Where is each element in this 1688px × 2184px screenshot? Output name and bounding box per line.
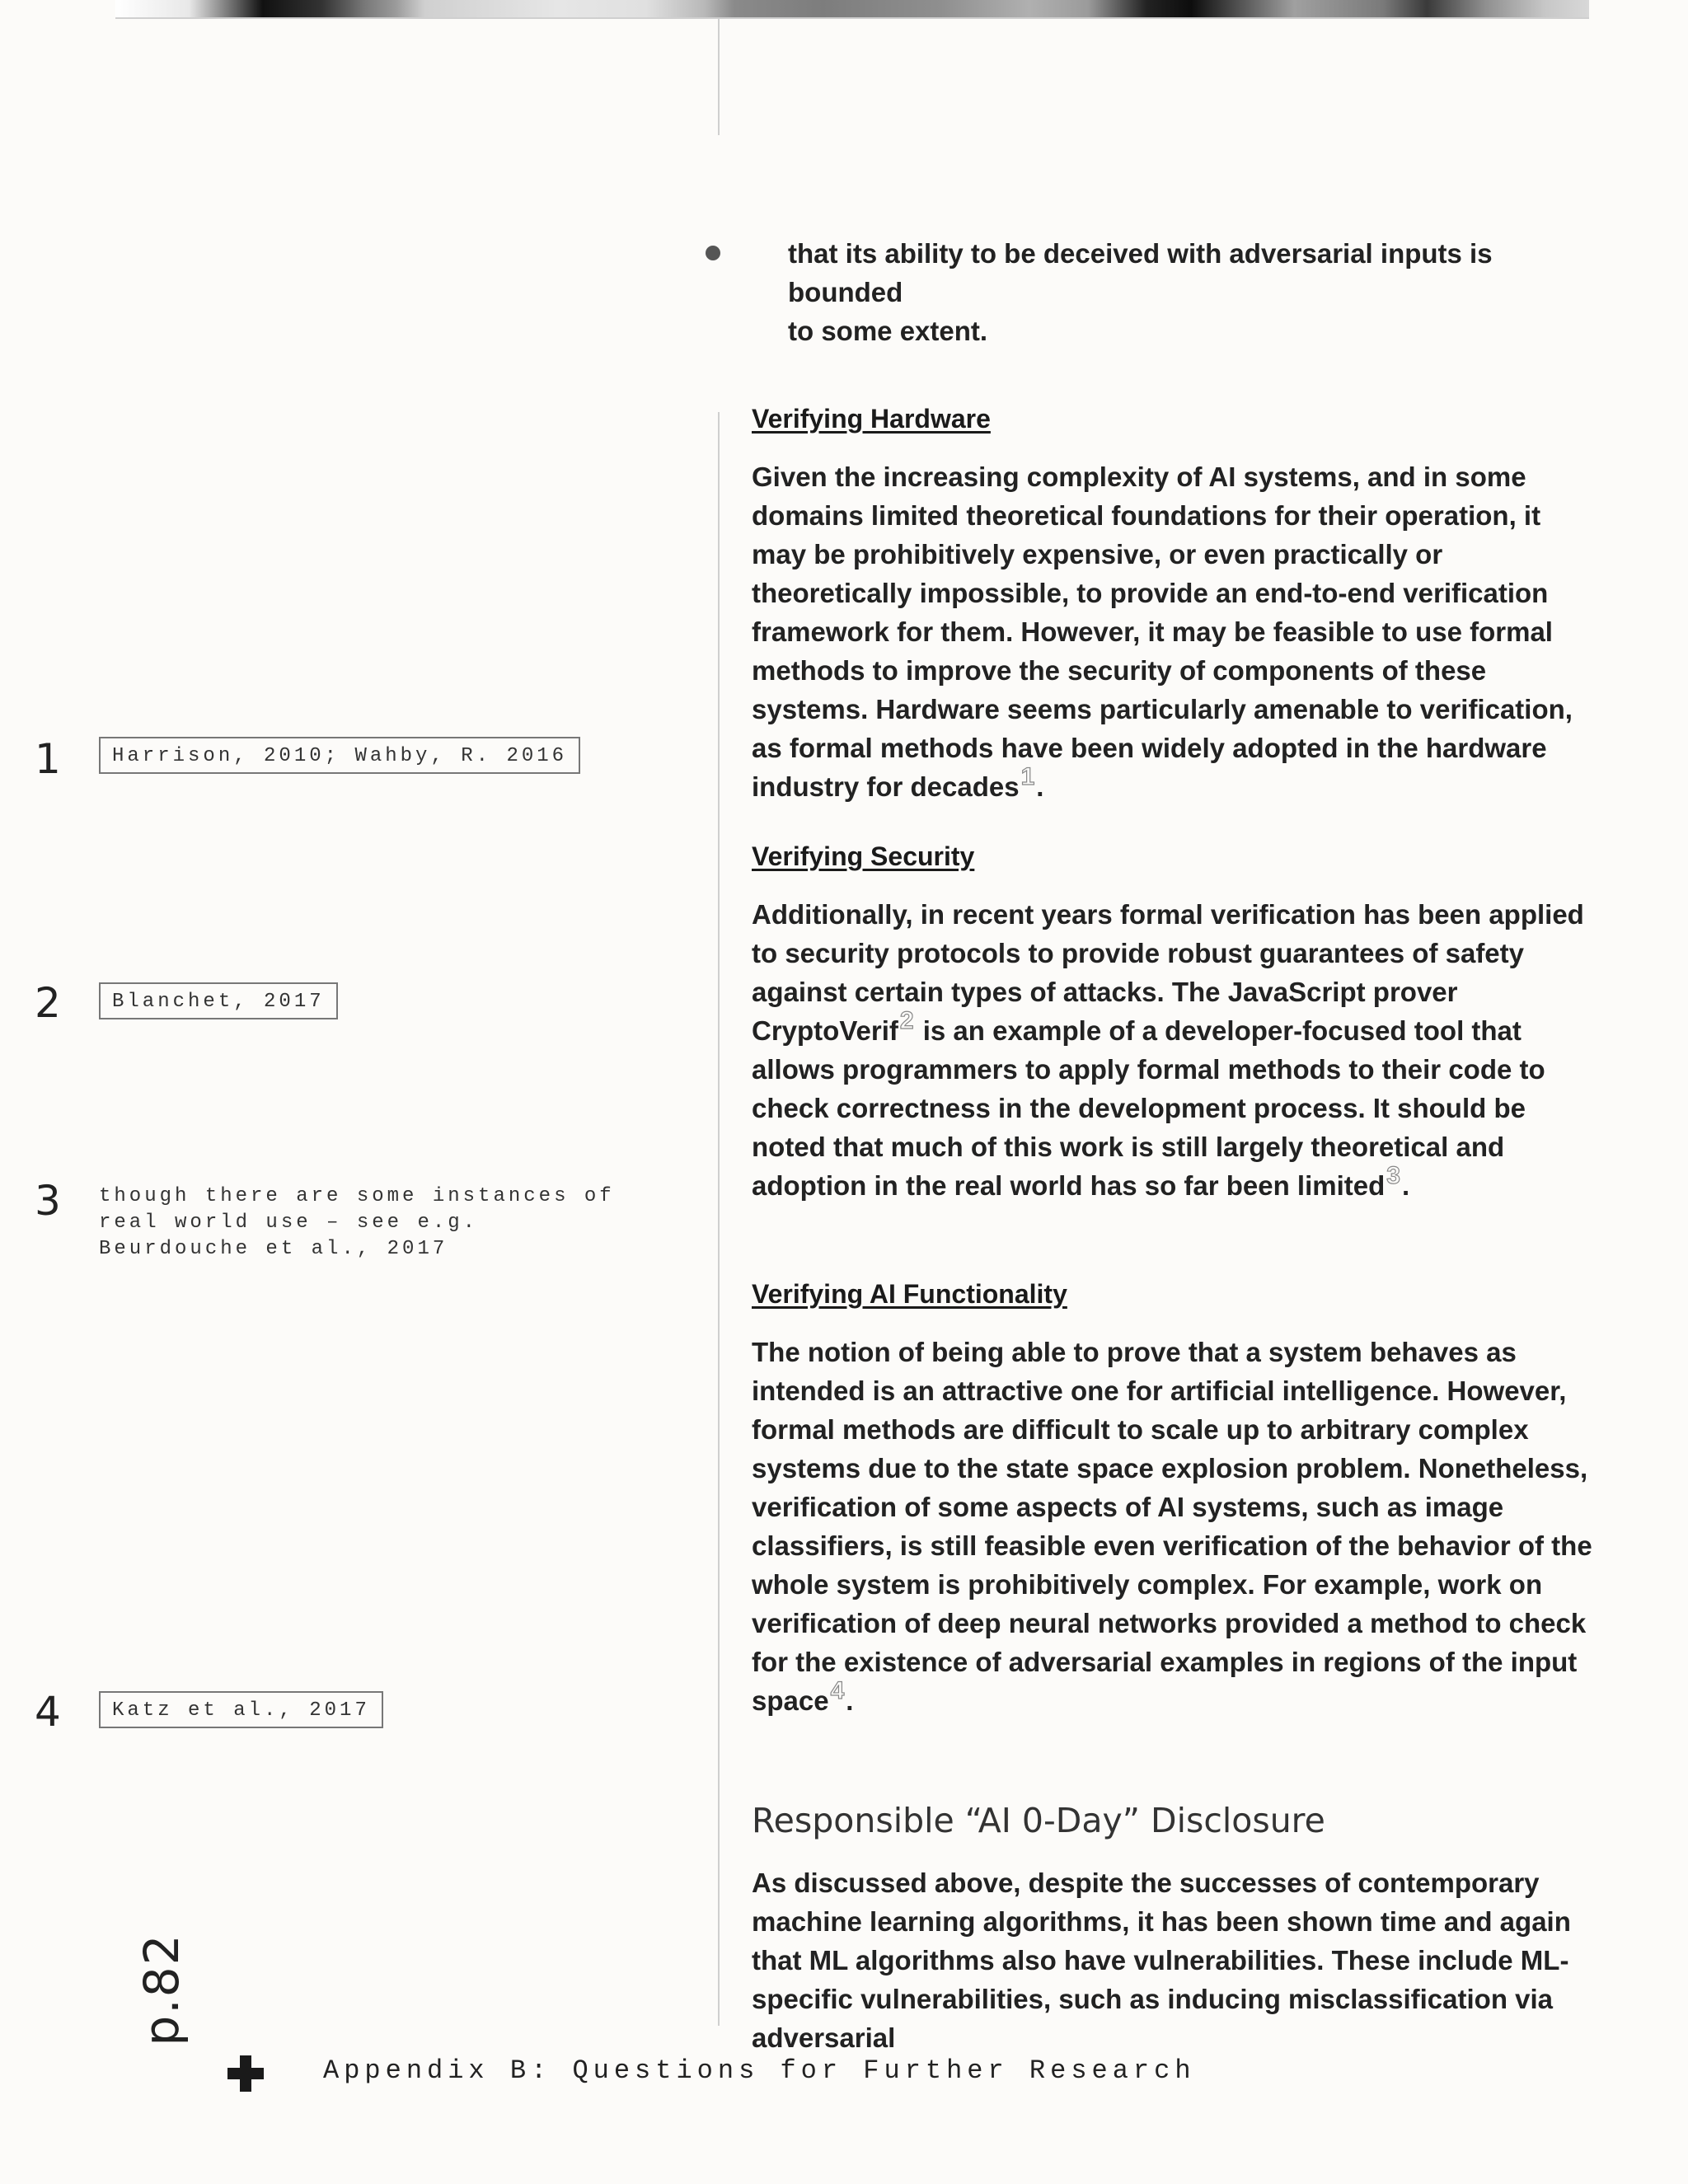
- footer-section-title: Appendix B: Questions for Further Research: [323, 2055, 1196, 2086]
- bullet-text-line-2: to some extent.: [788, 316, 988, 346]
- section-paragraph: [752, 1333, 1592, 1720]
- section-heading: Verifying Hardware: [752, 404, 991, 434]
- paragraph-text: Additionally, in recent years formal verification has been applied to security protocols to provide robust guarantees of safety against certain types of attacks. The JavaScript prover CryptoVerif: [752, 899, 1584, 1046]
- section-heading: Verifying AI Functionality: [752, 1279, 1067, 1309]
- section-verifying-hardware: [752, 404, 1592, 806]
- paragraph-tail: .: [846, 1685, 854, 1716]
- section-verifying-ai-functionality: [752, 1279, 1592, 1720]
- section-paragraph: [752, 457, 1592, 806]
- page-number: p.82: [134, 1933, 190, 2046]
- column-divider-top: [718, 18, 720, 135]
- section-paragraph: As discussed above, despite the successes of contemporary machine learning algorithms, it has been shown time and again that ML algorithms also have vulnerabilities. These include ML-specific vulnerabilities, such as inducing misclassification via adversarial: [752, 1868, 1571, 2053]
- header-gradient-bar: [115, 0, 1589, 18]
- footnote-citation-1: Harrison, 2010; Wahby, R. 2016: [99, 737, 580, 774]
- footnote-number-3: 3: [35, 1177, 61, 1225]
- bullet-text-line-1: that its ability to be deceived with adversarial inputs is bounded: [788, 238, 1493, 307]
- footnote-number-4: 4: [35, 1688, 61, 1736]
- section-responsible-disclosure: [752, 1801, 1592, 2057]
- paragraph-tail: .: [1401, 1170, 1410, 1201]
- footnote-citation-4: Katz et al., 2017: [99, 1691, 383, 1728]
- paragraph-text: Given the increasing complexity of AI systems, and in some domains limited theoretical foundations for their operation, it may be prohibitively expensive, or even practically or theoretically impossible, to provide an end-to-end verification framework for them. However, it may be feasible to use formal methods to improve the security of components of these systems. Hardware seems particularly amenable to verification, as formal methods have been widely adopted in the hardware industry for decades: [752, 462, 1573, 802]
- footnote-number-2: 2: [35, 979, 61, 1027]
- bullet-text: [788, 234, 1591, 350]
- column-divider: [718, 412, 720, 2026]
- footnote-ref-4[interactable]: 4: [830, 1677, 845, 1704]
- paragraph-text: The notion of being able to prove that a system behaves as intended is an attractive one for artificial intelligence. However, formal methods are difficult to scale up to arbitrary complex systems due to the state space explosion problem. Nonetheless, verification of some aspects of AI systems, such as image classifiers, is still feasible even verification of the behavior of the whole system is prohibitively complex. For example, work on verification of deep neural networks provided a method to check for the existence of adversarial examples in regions of the input space: [752, 1337, 1592, 1716]
- plus-icon: [227, 2055, 264, 2092]
- section-paragraph: [752, 895, 1592, 1205]
- footnote-ref-2[interactable]: 2: [899, 1007, 914, 1034]
- paragraph-text: is an example of a developer-focused tool that allows programmers to apply formal methods to their code to check correctness in the development process. It should be noted that much of this work is still largely theoretical and adoption in the real world has so far been limited: [752, 1015, 1545, 1201]
- footnote-number-1: 1: [35, 735, 61, 783]
- footnote-ref-1[interactable]: 1: [1020, 763, 1035, 790]
- paragraph-tail: .: [1036, 771, 1044, 802]
- footnote-citation-2: Blanchet, 2017: [99, 982, 338, 1019]
- footnote-ref-3[interactable]: 3: [1386, 1162, 1400, 1189]
- section-title: Responsible “AI 0-Day” Disclosure: [752, 1801, 1325, 1840]
- header-rule: [115, 17, 1589, 19]
- section-heading: Verifying Security: [752, 841, 975, 871]
- section-verifying-security: [752, 841, 1592, 1205]
- bullet-dot-icon: [706, 246, 720, 260]
- bullet-item: [701, 234, 1591, 350]
- footnote-note-3: though there are some instances of real world use – see e.g. Beurdouche et al., 2017: [99, 1185, 615, 1260]
